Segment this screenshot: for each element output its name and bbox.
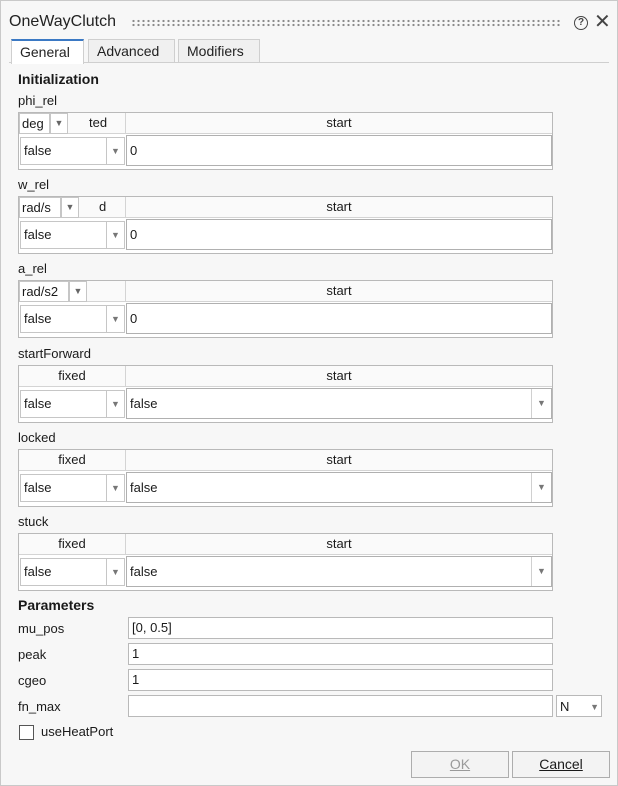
- w-rel-unit-select[interactable]: rad/s: [19, 197, 61, 218]
- tab-modifiers[interactable]: Modifiers: [178, 39, 260, 63]
- initialization-heading: Initialization: [18, 71, 99, 87]
- locked-start-select[interactable]: false: [126, 472, 552, 503]
- fn-max-input[interactable]: [128, 695, 553, 717]
- tab-general[interactable]: General: [11, 39, 84, 64]
- tab-advanced[interactable]: Advanced: [88, 39, 175, 63]
- chevron-down-icon[interactable]: ▼: [107, 221, 125, 249]
- parameters-heading: Parameters: [18, 597, 95, 613]
- start-forward-start-select[interactable]: false: [126, 388, 552, 419]
- chevron-down-icon[interactable]: ▼: [61, 197, 79, 218]
- chevron-down-icon[interactable]: ▼: [590, 702, 599, 712]
- mu-pos-label: mu_pos: [18, 621, 65, 636]
- fn-max-unit-value: N: [560, 699, 570, 714]
- start-header: start: [126, 281, 552, 302]
- chevron-down-icon[interactable]: ▼: [107, 390, 125, 418]
- a-rel-grid: [18, 280, 553, 338]
- start-forward-label: startForward: [18, 346, 91, 361]
- chevron-down-icon[interactable]: ▼: [107, 474, 125, 502]
- start-header: start: [126, 450, 552, 471]
- start-forward-fixed-select[interactable]: false: [20, 390, 107, 418]
- title-bar[interactable]: [1, 1, 617, 39]
- a-rel-start-input[interactable]: 0: [126, 303, 552, 334]
- fn-max-unit-select[interactable]: [556, 695, 602, 717]
- chevron-down-icon[interactable]: ▼: [531, 389, 551, 418]
- chevron-down-icon[interactable]: ▼: [107, 137, 125, 165]
- phi-rel-start-input[interactable]: 0: [126, 135, 552, 166]
- use-heat-port-label: useHeatPort: [41, 724, 114, 739]
- phi-rel-unit-select[interactable]: deg: [19, 113, 50, 134]
- chevron-down-icon[interactable]: ▼: [50, 113, 68, 134]
- w-rel-label: w_rel: [18, 177, 50, 192]
- locked-fixed-select[interactable]: false: [20, 474, 107, 502]
- drag-grip[interactable]: [131, 19, 561, 27]
- a-rel-fixed-select[interactable]: false: [20, 305, 107, 333]
- w-rel-fixed-select[interactable]: false: [20, 221, 107, 249]
- locked-grid: [18, 449, 553, 507]
- tab-bar: [9, 39, 609, 63]
- fn-max-label: fn_max: [18, 699, 61, 714]
- chevron-down-icon[interactable]: ▼: [531, 557, 551, 586]
- fixed-header: fixed: [19, 366, 126, 387]
- ok-button-label: OK: [449, 756, 471, 772]
- start-header: start: [126, 366, 552, 387]
- locked-label: locked: [18, 430, 56, 445]
- cancel-button[interactable]: [512, 751, 610, 778]
- fixed-header: fixed: [19, 450, 126, 471]
- chevron-down-icon[interactable]: ▼: [531, 473, 551, 502]
- fixed-header: fixed: [19, 534, 126, 555]
- a-rel-unit-select[interactable]: rad/s2: [19, 281, 69, 302]
- start-header: start: [126, 534, 552, 555]
- a-rel-label: a_rel: [18, 261, 47, 276]
- use-heat-port-checkbox[interactable]: [19, 725, 34, 740]
- w-rel-start-input[interactable]: 0: [126, 219, 552, 250]
- w-rel-grid: [18, 196, 553, 254]
- start-header: start: [126, 197, 552, 218]
- mu-pos-input[interactable]: [0, 0.5]: [128, 617, 553, 639]
- stuck-start-select[interactable]: false: [126, 556, 552, 587]
- fixed-header-peek: ted: [89, 115, 108, 130]
- help-icon[interactable]: ?: [574, 16, 588, 30]
- cgeo-label: cgeo: [18, 673, 47, 688]
- close-icon[interactable]: ✕: [594, 11, 611, 33]
- start-header: start: [126, 113, 552, 134]
- chevron-down-icon[interactable]: ▼: [107, 305, 125, 333]
- start-forward-grid: [18, 365, 553, 423]
- peak-label: peak: [18, 647, 47, 662]
- phi-rel-grid: [18, 112, 553, 170]
- cgeo-input[interactable]: 1: [128, 669, 553, 691]
- peak-input[interactable]: 1: [128, 643, 553, 665]
- stuck-grid: [18, 533, 553, 591]
- phi-rel-fixed-select[interactable]: false: [20, 137, 107, 165]
- chevron-down-icon[interactable]: ▼: [107, 558, 125, 586]
- stuck-label: stuck: [18, 514, 49, 529]
- phi-rel-label: phi_rel: [18, 93, 58, 108]
- stuck-fixed-select[interactable]: false: [20, 558, 107, 586]
- tab-divider: [9, 62, 609, 63]
- ok-button[interactable]: [411, 751, 509, 778]
- chevron-down-icon[interactable]: ▼: [69, 281, 87, 302]
- fixed-header-peek: d: [99, 199, 107, 214]
- cancel-button-label: Cancel: [539, 756, 583, 772]
- window-title: OneWayClutch: [9, 13, 116, 30]
